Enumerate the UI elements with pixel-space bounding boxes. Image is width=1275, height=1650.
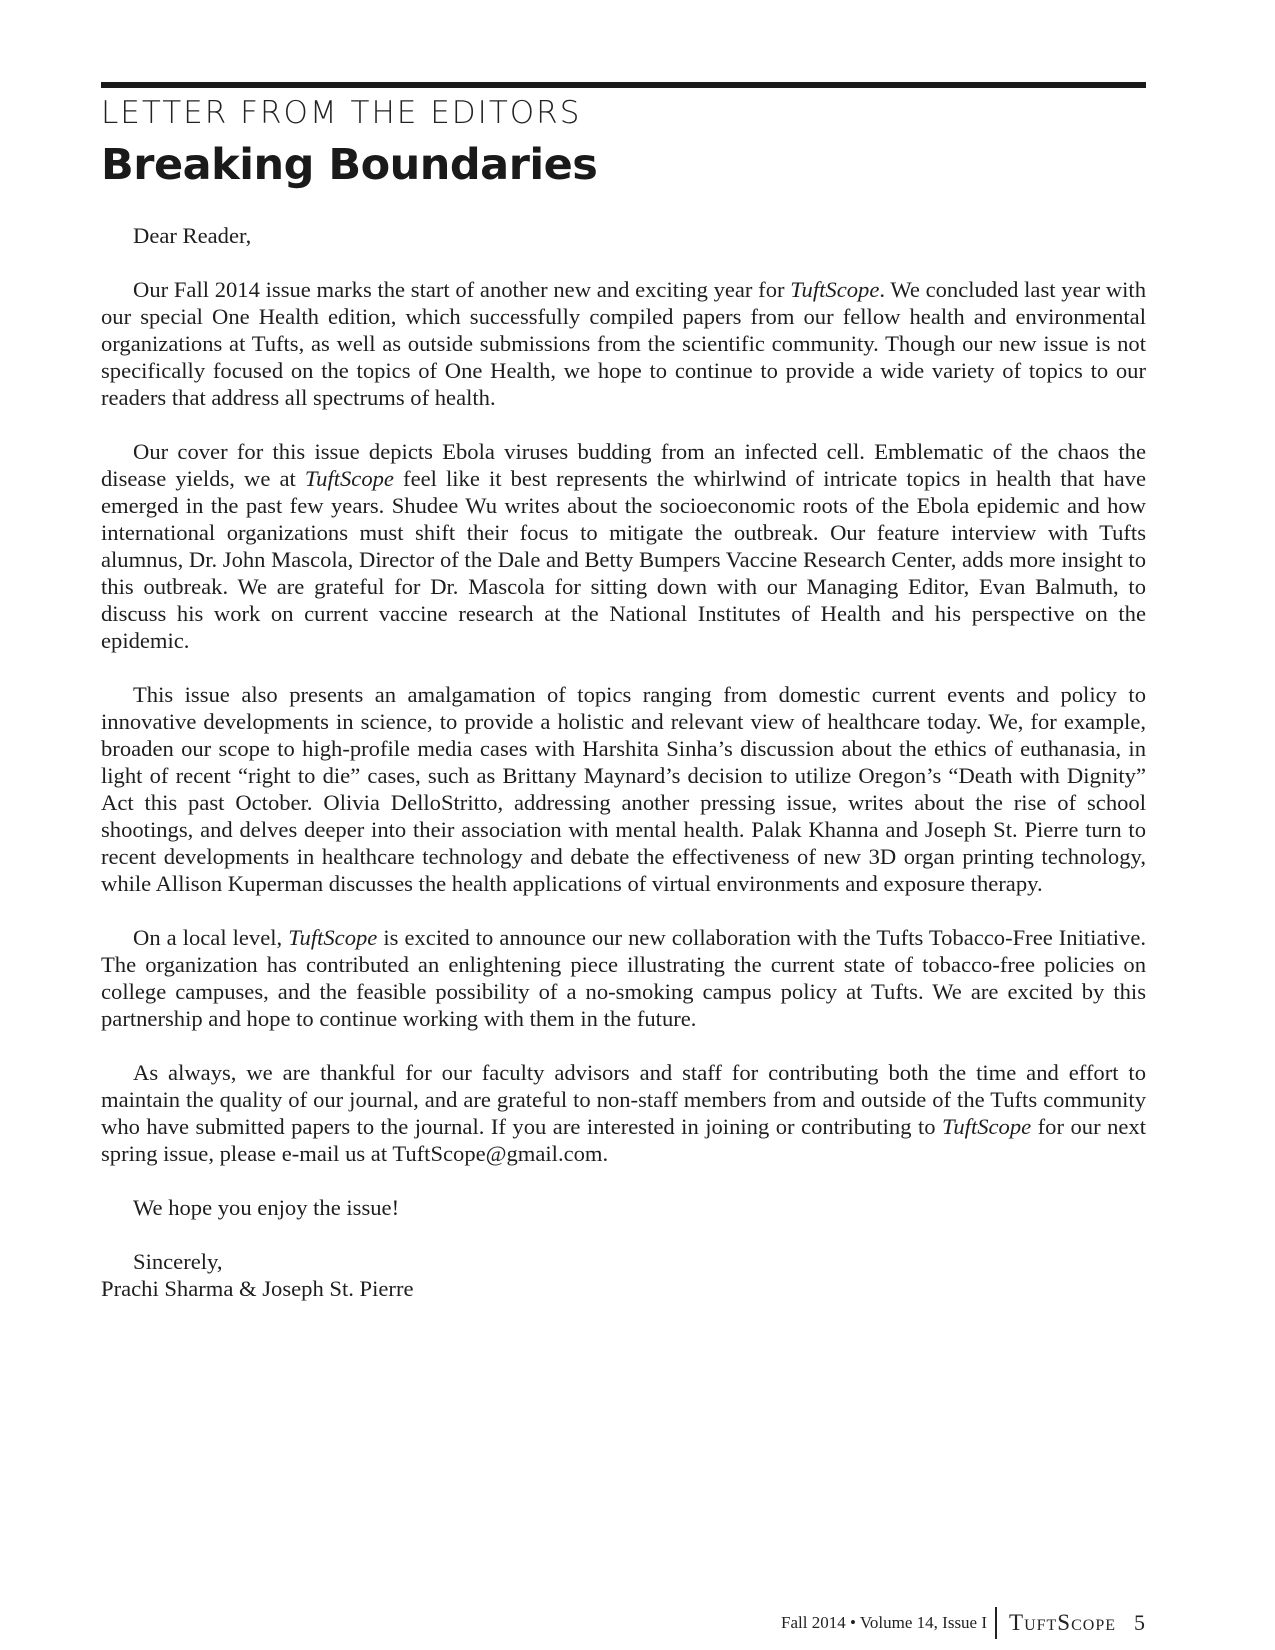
- signoff: Sincerely,: [133, 1249, 223, 1274]
- paragraph-5: As always, we are thankful for our faculty advisors and staff for contributing both the time and effort to maintain the quality of our journal, and are grateful to non-staff members from and outside of the Tufts community who have submitted papers to the journal. If you are interested in joining or contributing to TuftScope for our next spring issue, please e-mail us at TuftScope@gmail.com.: [101, 1060, 1146, 1166]
- journal-name: TuftScope: [304, 466, 394, 491]
- footer-brand: TuftScope: [1009, 1610, 1116, 1635]
- header-rule: [101, 82, 1146, 88]
- paragraph-2: Our cover for this issue depicts Ebola viruses budding from an infected cell. Emblematic of the chaos the disease yields, we at TuftScope feel like it best represents the whirlwind of intricate topics in health that have emerged in the past few years. Shudee Wu writes about the socioeconomic roots of the Ebola epidemic and how international organizations must shift their focus to mitigate the outbreak. Our feature interview with Tufts alumnus, Dr. John Mascola, Director of the Dale and Betty Bumpers Vaccine Research Center, adds more insight to this outbreak. We are grateful for Dr. Mascola for sitting down with our Managing Editor, Evan Balmuth, to discuss his work on current vaccine research at the National Institutes of Health and his perspective on the epidemic.: [101, 439, 1146, 653]
- page-number: 5: [1134, 1610, 1145, 1635]
- paragraph-1: Our Fall 2014 issue marks the start of another new and exciting year for TuftScope. We concluded last year with our special One Health edition, which successfully compiled papers from our fellow health and environmental organizations at Tufts, as well as outside submissions from the scientific community. Though our new issue is not specifically focused on the topics of One Health, we hope to continue to provide a wide variety of topics to our readers that address all spectrums of health.: [101, 277, 1146, 410]
- issue-info: Fall 2014 • Volume 14, Issue I: [781, 1613, 988, 1632]
- signature-block: [101, 1248, 1146, 1302]
- page-title: Breaking Boundaries: [101, 140, 598, 190]
- paragraph-6: We hope you enjoy the issue!: [133, 1195, 400, 1220]
- paragraph-4: On a local level, TuftScope is excited to announce our new collaboration with the Tufts Tobacco-Free Initiative. The organization has contributed an enlightening piece illustrating the current state of tobacco-free policies on college campuses, and the feasible possibility of a no-smoking campus policy at Tufts. We are excited by this partnership and hope to continue working with them in the future.: [101, 925, 1146, 1031]
- paragraph-3: This issue also presents an amalgamation of topics ranging from domestic current events and policy to innovative developments in science, to provide a holistic and relevant view of healthcare today. We, for example, broaden our scope to high-profile media cases with Harshita Sinha’s discussion about the ethics of euthanasia, in light of recent “right to die” cases, such as Brittany Maynard’s decision to utilize Oregon’s “Death with Dignity” Act this past October. Olivia DelloStritto, addressing another pressing issue, writes about the rise of school shootings, and delves deeper into their association with mental health. Palak Khanna and Joseph St. Pierre turn to recent developments in healthcare technology and debate the effectiveness of new 3D organ printing technology, while Allison Kuperman discusses the health applications of virtual environments and exposure therapy.: [101, 682, 1146, 896]
- signers: Prachi Sharma & Joseph St. Pierre: [101, 1276, 414, 1301]
- page-footer: [781, 1607, 1145, 1639]
- letter-body: [101, 222, 1146, 1302]
- footer-divider: [995, 1607, 997, 1639]
- journal-name: TuftScope: [942, 1114, 1032, 1139]
- section-label: LETTER FROM THE EDITORS: [101, 95, 582, 131]
- journal-name: TuftScope: [288, 925, 378, 950]
- salutation: Dear Reader,: [133, 223, 252, 248]
- journal-name: TuftScope: [790, 277, 880, 302]
